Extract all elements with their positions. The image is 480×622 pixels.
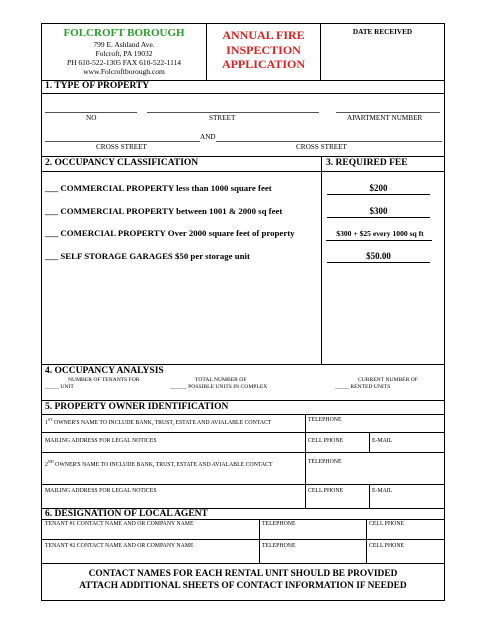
apartment-number-label: APARTMENT NUMBER — [347, 114, 423, 122]
section-3-title: 3. REQUIRED FEE — [326, 158, 408, 168]
section-6-row-2-top — [41, 539, 445, 540]
section-6-bottom-rule — [41, 563, 445, 564]
frame-left — [41, 23, 42, 600]
number-field-line[interactable] — [45, 112, 137, 113]
org-phone-fax: PH 610-522-1305 FAX 610-522-1114 — [66, 58, 182, 67]
footer-line-2: ATTACH ADDITIONAL SHEETS OF CONTACT INFORMATION IF NEEDED — [79, 581, 407, 591]
fee-2-underline — [327, 217, 430, 218]
org-website: www.Folcroftborough.com — [83, 67, 165, 76]
section-6-row-1-top — [41, 519, 445, 520]
section-5-divider-2b — [369, 484, 370, 508]
section-1-title: 1. TYPE OF PROPERTY — [45, 81, 150, 91]
fee-4: $50.00 — [366, 251, 391, 261]
owner-2-name-label[interactable]: 2ND OWNER'S NAME TO INCLUDE BANK, TRUST, ESTATE AND AVIALABLE CONTACT — [45, 459, 273, 468]
section-4-title: 4. OCCUPANCY ANALYSIS — [45, 366, 164, 376]
owner-1-name-label[interactable]: 1ST OWNER'S NAME TO INCLUDE BANK, TRUST, ESTATE AND AVIALABLE CONTACT — [45, 417, 272, 426]
org-block — [42, 27, 206, 76]
street-field-line[interactable] — [147, 112, 319, 113]
owner-1-telephone-label[interactable]: TELEPHONE — [308, 417, 342, 423]
occupancy-option-2[interactable]: ___ COMMERCIAL PROPERTY between 1001 & 2000 sq feet — [45, 206, 283, 216]
frame-right — [444, 23, 445, 600]
tenant-1-name-label[interactable]: TENANT #1 CONTACT NAME AND OR COMPANY NAME — [45, 521, 194, 527]
owner-2-telephone-label[interactable]: TELEPHONE — [308, 459, 342, 465]
fee-3: $300 + $25 every 1000 sq ft — [336, 229, 424, 238]
tenants-label-1: NUMBER OF TENANTS FOR — [68, 377, 140, 383]
cross-street-2-field-line[interactable] — [216, 141, 442, 142]
section-5-divider-1 — [305, 414, 306, 508]
form-title-line-2: INSPECTION — [226, 42, 301, 57]
owner-1-mailing-label[interactable]: MAILING ADDRESS FOR LEGAL NOTICES — [45, 438, 157, 444]
rented-units-label-2[interactable]: _____ RENTED UNITS — [335, 384, 391, 390]
fee-4-underline — [327, 262, 430, 263]
section-6-divider-1 — [259, 519, 260, 563]
cross-street-2-label: CROSS STREET — [296, 143, 347, 151]
fee-1: $200 — [369, 183, 388, 193]
section-5-divider-2a — [369, 432, 370, 452]
owner-1-email-label[interactable]: E-MAIL — [372, 438, 393, 444]
form-title-line-1: ANNUAL FIRE — [222, 28, 305, 42]
org-name: FOLCROFT BOROUGH — [63, 27, 185, 39]
tenant-2-name-label[interactable]: TENANT #2 CONTACT NAME AND OR COMPANY NAME — [45, 543, 194, 549]
section-2-top-rule — [41, 156, 445, 157]
tenant-2-cell-label[interactable]: CELL PHONE — [369, 543, 405, 549]
rented-units-label-1: CURRENT NUMBER OF — [358, 377, 418, 383]
fee-2: $300 — [369, 206, 388, 216]
fee-1-underline — [327, 194, 430, 195]
section-1-rule — [41, 93, 445, 94]
occupancy-option-3[interactable]: ___ COMERCIAL PROPERTY Over 2000 square feet of property — [45, 228, 295, 238]
owner-2-email-label[interactable]: E-MAIL — [372, 488, 393, 494]
owner-1-cell-label[interactable]: CELL PHONE — [308, 438, 344, 444]
frame-top — [41, 23, 445, 24]
frame-bottom — [41, 600, 445, 601]
apartment-field-line[interactable] — [336, 112, 440, 113]
tenant-1-cell-label[interactable]: CELL PHONE — [369, 521, 405, 527]
org-address-1: 799 E. Ashland Ave. — [93, 40, 155, 49]
section-2-title-rule — [41, 171, 445, 172]
section-2-title: 2. OCCUPANCY CLASSIFICATION — [45, 158, 199, 168]
cross-street-1-field-line[interactable] — [45, 141, 200, 142]
occupancy-option-1[interactable]: ___ COMMERCIAL PROPERTY less than 1000 square feet — [45, 183, 272, 193]
fee-column-divider — [321, 156, 322, 364]
footer-note — [42, 568, 444, 592]
form-title — [207, 28, 320, 72]
owner-2-cell-label[interactable]: CELL PHONE — [308, 488, 344, 494]
section-5-title: 5. PROPERTY OWNER IDENTIFICATION — [45, 402, 229, 412]
cross-street-1-label: CROSS STREET — [96, 143, 147, 151]
total-units-label-2[interactable]: ______ POSSIBLE UNITS IN COMPLEX — [170, 384, 268, 390]
section-4-top-rule — [41, 364, 445, 365]
section-6-divider-2 — [366, 519, 367, 563]
tenants-label-2[interactable]: _____ UNIT — [45, 384, 74, 390]
section-6-title: 6. DESIGNATION OF LOCAL AGENT — [45, 509, 208, 519]
owner-2-mailing-label[interactable]: MAILING ADDRESS FOR LEGAL NOTICES — [45, 488, 157, 494]
occupancy-option-4[interactable]: ___ SELF STORAGE GARAGES $50 per storage unit — [45, 251, 250, 261]
form-title-line-3: APPLICATION — [221, 57, 306, 71]
section-5-row-2-top — [41, 432, 445, 433]
footer-line-1: CONTACT NAMES FOR EACH RENTAL UNIT SHOULD BE PROVIDED — [88, 569, 398, 579]
street-label: STREET — [209, 114, 236, 122]
no-label: NO — [86, 114, 97, 122]
section-5-row-1-top — [41, 414, 445, 415]
section-5-row-4-top — [41, 484, 445, 485]
total-units-label-1: TOTAL NUMBER OF — [195, 377, 247, 383]
section-5-top-rule — [41, 400, 445, 401]
date-received-label: DATE RECEIVED — [352, 28, 413, 36]
fee-3-underline — [326, 240, 432, 241]
org-address-2: Folcroft, PA 19032 — [95, 49, 153, 58]
section-5-row-3-top — [41, 452, 445, 453]
and-label: AND — [200, 133, 216, 141]
tenant-2-telephone-label[interactable]: TELEPHONE — [262, 543, 296, 549]
tenant-1-telephone-label[interactable]: TELEPHONE — [262, 521, 296, 527]
